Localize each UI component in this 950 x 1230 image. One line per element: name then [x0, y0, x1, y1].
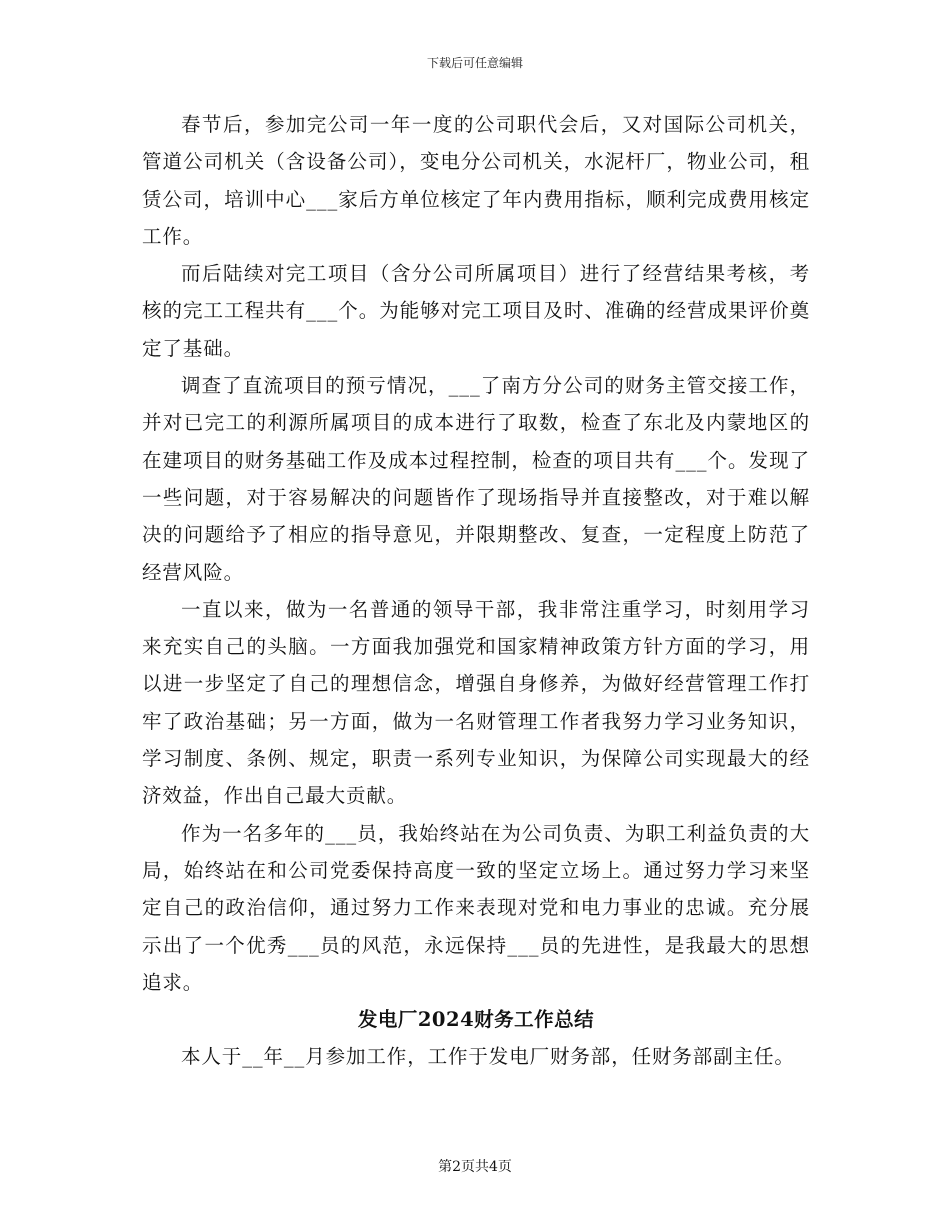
paragraph-1: 春节后，参加完公司一年一度的公司职代会后，又对国际公司机关，管道公司机关（含设备公司），变电分公司机关，水泥杆厂，物业公司，租赁公司，培训中心___家后方单位核定了年内费用指标，顺利完成费用核定工作。 [142, 113, 810, 248]
document-body [142, 106, 810, 1076]
header-note: 下载后可任意编辑 [426, 56, 523, 70]
page-number: 第2页共4页 [438, 1159, 512, 1175]
paragraph-2: 而后陆续对完工项目（含分公司所属项目）进行了经营结果考核，考核的完工工程共有___个。为能够对完工项目及时、准确的经营成果评价奠定了基础。 [142, 262, 810, 360]
paragraph-3: 调查了直流项目的预亏情况，___了南方分公司的财务主管交接工作，并对已完工的利源所属项目的成本进行了取数，检查了东北及内蒙地区的在建项目的财务基础工作及成本过程控制，检查的项目共有___个。发现了一些问题，对于容易解决的问题皆作了现场指导并直接整改，对于难以解决的问题给予了相应的指导意见，并限期整改、复查，一定程度上防范了经营风险。 [142, 374, 810, 584]
paragraph-4: 一直以来，做为一名普通的领导干部，我非常注重学习，时刻用学习来充实自己的头脑。一方面我加强党和国家精神政策方针方面的学习，用以进一步坚定了自己的理想信念，增强自身修养，为做好经营管理工作打牢了政治基础；另一方面，做为一名财管理工作者我努力学习业务知识，学习制度、条例、规定，职责一系列专业知识，为保障公司实现最大的经济效益，作出自己最大贡献。 [142, 597, 810, 808]
paragraph-5: 作为一名多年的___员，我始终站在为公司负责、为职工利益负责的大局，始终站在和公司党委保持高度一致的坚定立场上。通过努力学习来坚定自己的政治信仰，通过努力工作来表现对党和电力事业的忠诚。充分展示出了一个优秀___员的风范，永远保持___员的先进性，是我最大的思想追求。 [142, 821, 810, 994]
section-title: 发电厂2024财务工作总结 [357, 1008, 595, 1032]
section-paragraph-1: 本人于__年__月参加工作，工作于发电厂财务部，任财务部副主任。 [181, 1045, 795, 1069]
